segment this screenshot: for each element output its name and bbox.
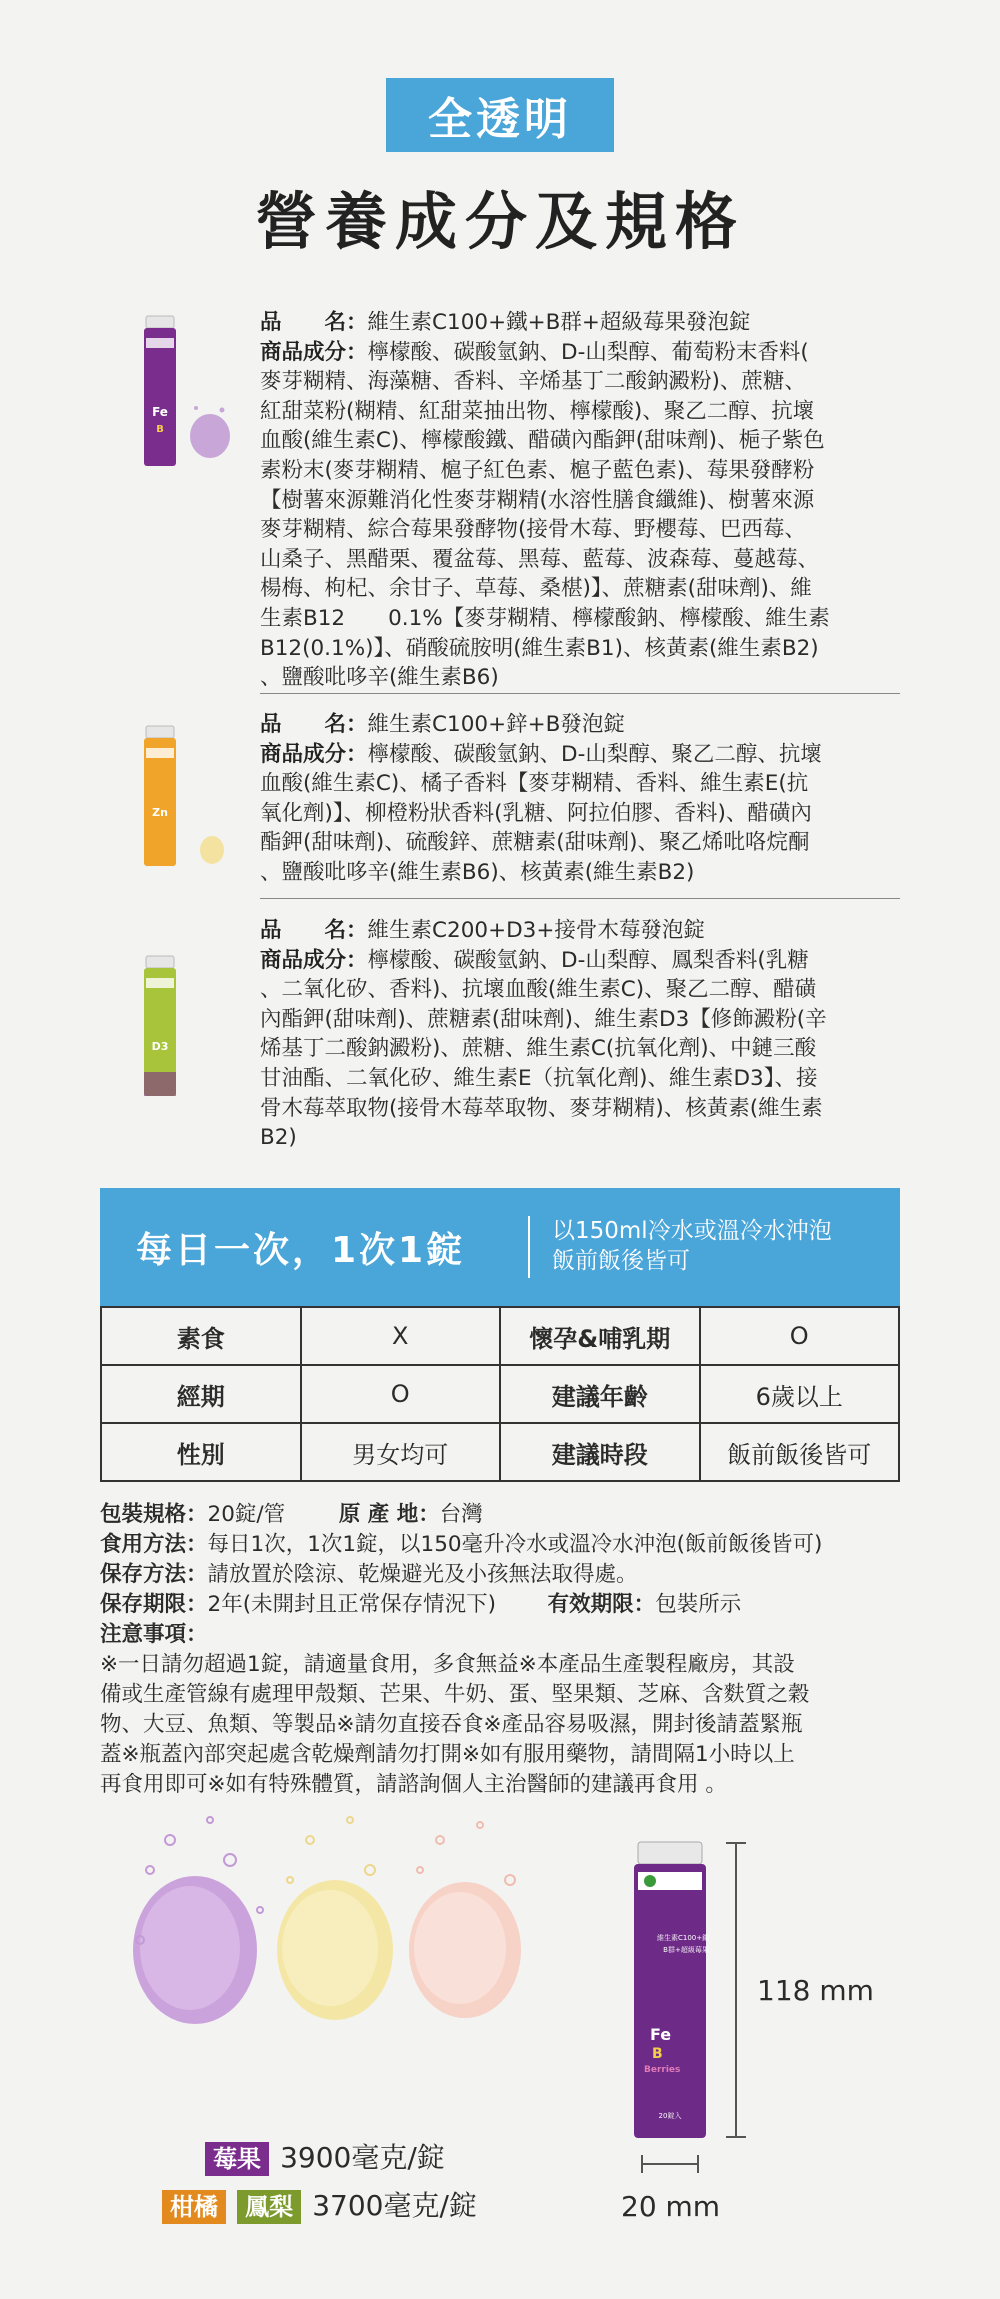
name-label: 品 名： — [260, 918, 368, 943]
product-tube-image — [130, 718, 240, 888]
table-row — [101, 1365, 899, 1423]
pack-label: 包裝規格： — [100, 1502, 208, 1527]
ingredients-line: B2) — [260, 1125, 297, 1151]
berry-weight-row — [205, 2136, 445, 2176]
table-cell: O — [301, 1365, 501, 1423]
ingredients-line: 山桑子、黑醋栗、覆盆莓、黑莓、藍莓、波森莓、蔓越莓、 — [260, 546, 820, 572]
usage-value: 每日1次，1次1錠，以150毫升冷水或溫冷水沖泡(飯前飯後皆可) — [207, 1532, 823, 1557]
product-tube-image — [130, 308, 240, 478]
divider — [260, 693, 900, 694]
ingredients-line: 生素B12 0.1%【麥芽糊精、檸檬酸鈉、檸檬酸、維生素 — [260, 605, 830, 631]
ingredients-line: B12(0.1%)】、硝酸硫胺明(維生素B1)、核黃素(維生素B2) — [260, 635, 819, 661]
ingredients-line: 甘油酯、二氧化矽、維生素E（抗氧化劑)、維生素D3】、接 — [260, 1065, 818, 1091]
storage-value: 請放置於陰涼、乾燥避光及小孩無法取得處。 — [207, 1562, 638, 1587]
product-text — [260, 308, 900, 693]
notice-line: 物、大豆、魚類、等製品※請勿直接吞食※產品容易吸濕，開封後請蓋緊瓶 — [100, 1712, 803, 1737]
product-name: 維生素C100+鐵+B群+超級莓果發泡錠 — [367, 310, 751, 335]
table-cell: 飯前飯後皆可 — [700, 1423, 900, 1481]
storage-label: 保存方法： — [100, 1562, 208, 1587]
table-cell: 6歲以上 — [700, 1365, 900, 1423]
ingredients-label: 商品成分： — [260, 947, 368, 973]
ingredients-line: 【樹薯來源難消化性麥芽糊精(水溶性膳食纖維)、樹薯來源 — [260, 487, 815, 513]
name-label: 品 名： — [260, 712, 368, 737]
citrus-tablet — [277, 1880, 393, 2020]
dose-separator — [528, 1216, 530, 1278]
product-tube-image — [130, 952, 240, 1122]
table-header-cell: 性別 — [101, 1423, 301, 1481]
berry-weight: 3900毫克/錠 — [280, 2141, 445, 2174]
product-card-1 — [100, 308, 900, 691]
ingredients-line: 血酸(維生素C)、橘子香料【麥芽糊精、香料、維生素E(抗 — [260, 771, 809, 797]
height-dimension: 118 mm — [757, 1974, 874, 2007]
product-name: 維生素C200+D3+接骨木莓發泡錠 — [367, 918, 705, 943]
width-dimension-tick — [697, 2155, 699, 2173]
ingredients-line: 楊梅、枸杞、余甘子、草莓、桑椹)】、蔗糖素(甜味劑)、維 — [260, 576, 812, 602]
table-cell: X — [301, 1307, 501, 1365]
width-dimension-tick — [641, 2155, 643, 2173]
expiry-value: 包裝所示 — [655, 1592, 742, 1617]
svg-text:B群+超級莓果: B群+超級莓果 — [663, 1946, 709, 1954]
ingredients-line: 麥芽糊精、海藻糖、香料、辛烯基丁二酸鈉澱粉)、蔗糖、 — [260, 369, 806, 395]
pineapple-tablet — [409, 1882, 521, 2018]
name-label: 品 名： — [260, 310, 368, 335]
svg-text:20錠入: 20錠入 — [658, 2112, 682, 2120]
svg-text:Fe: Fe — [152, 405, 168, 419]
svg-text:D3: D3 — [151, 1040, 169, 1053]
ingredients-line: 血酸(維生素C)、檸檬酸鐵、醋磺內酯鉀(甜味劑)、梔子紫色 — [260, 428, 825, 454]
ingredients-line: 、鹽酸吡哆辛(維生素B6) — [260, 665, 499, 691]
citrus-weight: 3700毫克/錠 — [312, 2189, 477, 2222]
table-header-cell: 建議時段 — [500, 1423, 700, 1481]
ingredients-line: 氧化劑)】、柳橙粉狀香料(乳糖、阿拉伯膠、香料)、醋磺內 — [260, 800, 812, 826]
shelf-label: 保存期限： — [100, 1592, 208, 1617]
shelf-value: 2年(未開封且正常保存情況下) — [207, 1592, 496, 1617]
tablets-illustration — [120, 1800, 540, 2080]
page-title: 營養成分及規格 — [254, 185, 745, 258]
table-row — [101, 1423, 899, 1481]
divider — [260, 898, 900, 899]
citrus-tag: 柑橘 — [162, 2190, 226, 2224]
ingredients-line: 、二氧化矽、香料)、抗壞血酸(維生素C)、聚乙二醇、醋磺 — [260, 977, 817, 1003]
svg-text:Fe: Fe — [650, 2025, 672, 2044]
product-tube-large — [630, 1840, 710, 2140]
svg-text:B: B — [156, 424, 164, 435]
usage-label: 食用方法： — [100, 1532, 208, 1557]
table-header-cell: 經期 — [101, 1365, 301, 1423]
pack-value: 20錠/管 — [207, 1502, 286, 1527]
notice-line: 蓋※瓶蓋內部突起處含乾燥劑請勿打開※如有服用藥物，請間隔1小時以上 — [100, 1742, 795, 1767]
citrus-weight-row — [162, 2184, 477, 2224]
info-table — [100, 1306, 900, 1482]
dose-main-text: 每日一次，1次1錠 — [136, 1229, 466, 1271]
dose-banner — [100, 1188, 900, 1306]
product-text — [260, 710, 900, 888]
table-row — [101, 1307, 899, 1365]
svg-text:B: B — [652, 2046, 663, 2062]
ingredients-label: 商品成分： — [260, 339, 368, 365]
berry-tag: 莓果 — [205, 2142, 269, 2176]
svg-text:Berries: Berries — [644, 2065, 681, 2075]
berry-tablet — [133, 1876, 257, 2024]
table-header-cell: 懷孕&哺乳期 — [500, 1307, 700, 1365]
height-dimension-tick — [726, 1842, 746, 1844]
svg-text:維生素C100+鐵+: 維生素C100+鐵+ — [657, 1934, 710, 1942]
spec-section — [100, 1500, 900, 1800]
table-header-cell: 素食 — [101, 1307, 301, 1365]
notice-line: 再食用即可※如有特殊體質，請諮詢個人主治醫師的建議再食用 。 — [100, 1772, 727, 1797]
ingredients-line: 檸檬酸、碳酸氫鈉、D-山梨醇、鳳梨香料(乳糖 — [367, 947, 809, 973]
ingredients-line: 素粉末(麥芽糊精、槴子紅色素、槴子藍色素)、莓果發酵粉 — [260, 457, 815, 483]
ingredients-label: 商品成分： — [260, 741, 368, 767]
notice-label: 注意事項： — [100, 1622, 208, 1647]
origin-value: 台灣 — [439, 1502, 483, 1527]
ingredients-line: 、鹽酸吡哆辛(維生素B6)、核黃素(維生素B2) — [260, 859, 695, 885]
ingredients-line: 骨木莓萃取物(接骨木莓萃取物、麥芽糊精)、核黃素(維生素 — [260, 1095, 823, 1121]
notice-line: ※一日請勿超過1錠，請適量食用，多食無益※本產品生產製程廠房，其設 — [100, 1652, 795, 1677]
header-badge: 全透明 — [386, 78, 614, 152]
table-cell: O — [700, 1307, 900, 1365]
svg-text:Zn: Zn — [152, 806, 168, 819]
ingredients-line: 麥芽糊精、綜合莓果發酵物(接骨木莓、野櫻莓、巴西莓、 — [260, 517, 806, 543]
product-text — [260, 916, 900, 1153]
notice-line: 備或生產管線有處理甲殼類、芒果、牛奶、蛋、堅果類、芝麻、含麩質之穀 — [100, 1682, 810, 1707]
ingredients-line: 檸檬酸、碳酸氫鈉、D-山梨醇、葡萄粉末香料( — [367, 339, 809, 365]
ingredients-line: 酯鉀(甜味劑)、硫酸鋅、蔗糖素(甜味劑)、聚乙烯吡咯烷酮 — [260, 830, 810, 856]
table-header-cell: 建議年齡 — [500, 1365, 700, 1423]
dose-sub-text — [552, 1216, 832, 1276]
width-dimension-line — [641, 2163, 699, 2165]
width-dimension: 20 mm — [621, 2190, 721, 2223]
pineapple-tag: 鳳梨 — [237, 2190, 301, 2224]
height-dimension-tick — [726, 2136, 746, 2138]
ingredients-line: 內酯鉀(甜味劑)、蔗糖素(甜味劑)、維生素D3【修飾澱粉(辛 — [260, 1006, 827, 1032]
ingredients-line: 烯基丁二酸鈉澱粉)、蔗糖、維生素C(抗氧化劑)、中鏈三酸 — [260, 1036, 817, 1062]
table-cell: 男女均可 — [301, 1423, 501, 1481]
product-card-2 — [100, 710, 900, 890]
expiry-label: 有效期限： — [547, 1592, 656, 1617]
ingredients-line: 檸檬酸、碳酸氫鈉、D-山梨醇、聚乙二醇、抗壞 — [367, 741, 822, 767]
dose-sub-line: 飯前飯後皆可 — [552, 1248, 690, 1274]
product-name: 維生素C100+鋅+B發泡錠 — [367, 712, 625, 737]
dose-sub-line: 以150ml冷水或溫冷水沖泡 — [552, 1218, 832, 1244]
ingredients-line: 紅甜菜粉(糊精、紅甜菜抽出物、檸檬酸)、聚乙二醇、抗壞 — [260, 398, 815, 424]
origin-label: 原 產 地： — [338, 1502, 440, 1527]
product-card-3 — [100, 916, 900, 1156]
height-dimension-line — [735, 1842, 737, 2138]
